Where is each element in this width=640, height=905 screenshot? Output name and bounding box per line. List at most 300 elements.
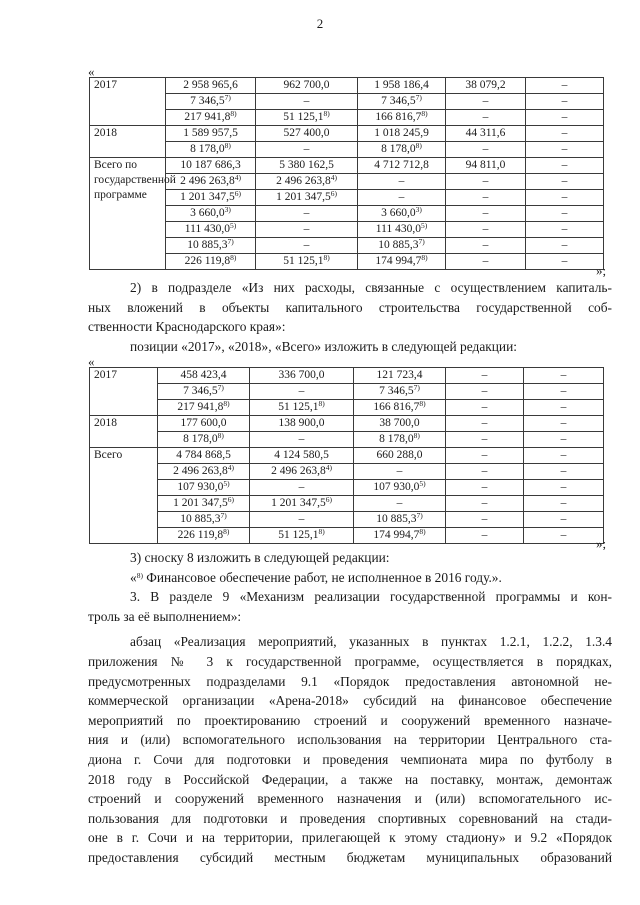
section-line-2: троль за её выполнением»: bbox=[88, 608, 242, 624]
cell-value: 226 119,8 bbox=[184, 255, 231, 267]
cell-value: 4 124 580,5 bbox=[274, 449, 329, 461]
cell-value: 1 958 186,4 bbox=[374, 79, 429, 91]
table-cell bbox=[358, 110, 446, 126]
cell-value: 660 288,0 bbox=[376, 449, 423, 461]
table-cell bbox=[446, 416, 524, 432]
footnote-marker: 6) bbox=[227, 495, 234, 504]
footnote-marker: 8) bbox=[318, 527, 325, 536]
cell-value: 962 700,0 bbox=[283, 79, 330, 91]
footnote-marker: 5) bbox=[229, 221, 237, 230]
cell-value: – bbox=[481, 513, 488, 525]
cell-value: 4 784 868,5 bbox=[176, 449, 231, 461]
table-cell bbox=[158, 432, 250, 448]
table-cell bbox=[250, 400, 354, 416]
row-label: 2017 bbox=[90, 78, 166, 126]
table-cell bbox=[524, 464, 604, 480]
table-cell bbox=[446, 94, 526, 110]
footnote-marker: 5) bbox=[223, 479, 230, 488]
cell-value: 51 125,1 bbox=[278, 529, 319, 541]
footnote-intro: 3) сноску 8 изложить в следующей редакции: bbox=[130, 550, 390, 565]
cell-value: 8 178,0 bbox=[379, 433, 414, 445]
table-cell bbox=[526, 222, 604, 238]
table-row bbox=[90, 384, 604, 400]
table-row bbox=[90, 480, 604, 496]
footnote-marker: 8) bbox=[419, 527, 426, 536]
cell-value: 10 187 686,3 bbox=[180, 159, 241, 171]
table-cell bbox=[446, 464, 524, 480]
table-cell bbox=[446, 222, 526, 238]
paragraph bbox=[88, 632, 612, 867]
cell-value: 2 496 263,8 bbox=[271, 465, 326, 477]
table-cell bbox=[158, 512, 250, 528]
footnote-marker: 5) bbox=[419, 479, 426, 488]
footnote-line bbox=[88, 568, 612, 588]
footnote-quote: « bbox=[130, 569, 137, 585]
table-cell bbox=[526, 110, 604, 126]
table-cell bbox=[526, 78, 604, 94]
cell-value: 8 178,0 bbox=[183, 433, 218, 445]
footnote-marker: 8) bbox=[421, 253, 428, 262]
table-cell bbox=[526, 254, 604, 270]
table-cell bbox=[166, 238, 256, 254]
cell-value: 10 885,3 bbox=[378, 239, 419, 251]
table2 bbox=[89, 367, 604, 544]
cell-value: 166 816,7 bbox=[373, 401, 420, 413]
cell-value: – bbox=[560, 481, 567, 493]
cell-value: – bbox=[561, 255, 568, 267]
cell-value: – bbox=[482, 239, 489, 251]
footnote-marker: 4) bbox=[330, 173, 337, 182]
table-row bbox=[90, 206, 604, 222]
footnote-marker: 8) bbox=[230, 253, 237, 262]
table1-quote-close: »; bbox=[596, 263, 607, 278]
table-cell bbox=[158, 464, 250, 480]
footnote-marker: 8) bbox=[224, 141, 231, 150]
cell-value: – bbox=[561, 127, 568, 139]
cell-value: 8 178,0 bbox=[190, 143, 225, 155]
table-cell bbox=[256, 78, 358, 94]
cell-value: – bbox=[561, 223, 568, 235]
footnote-marker: 8) bbox=[217, 431, 224, 440]
table-cell bbox=[446, 190, 526, 206]
text1-line-1: 2) в подразделе «Из них расходы, связанные с осуществлением капиталь- bbox=[130, 280, 612, 295]
table-cell bbox=[524, 528, 604, 544]
footnote-marker: 8) bbox=[136, 570, 143, 580]
footnote-marker: 4) bbox=[234, 173, 241, 182]
cell-value: – bbox=[396, 465, 403, 477]
table-cell bbox=[526, 238, 604, 254]
table-cell bbox=[526, 190, 604, 206]
table-cell bbox=[158, 400, 250, 416]
table-cell bbox=[526, 158, 604, 174]
footnote-marker: 3) bbox=[415, 205, 422, 214]
table-cell bbox=[256, 94, 358, 110]
paragraph-line: оне в г. Сочи и на территории, прилегающей к этому стадиону» и 9.2 «Порядок bbox=[88, 830, 612, 846]
cell-value: 111 430,0 bbox=[375, 223, 421, 235]
table-cell bbox=[256, 190, 358, 206]
table-cell bbox=[524, 432, 604, 448]
footnote-marker: 8) bbox=[323, 253, 330, 262]
cell-value: – bbox=[481, 465, 488, 477]
table-cell bbox=[524, 400, 604, 416]
table-cell bbox=[446, 78, 526, 94]
footnote-marker: 8) bbox=[323, 109, 330, 118]
cell-value: 51 125,1 bbox=[283, 111, 324, 123]
footnote-marker: 8) bbox=[419, 399, 426, 408]
table-row bbox=[90, 126, 604, 142]
cell-value: – bbox=[561, 239, 568, 251]
table-cell bbox=[158, 368, 250, 384]
cell-value: – bbox=[482, 175, 489, 187]
table-row bbox=[90, 78, 604, 94]
table-row bbox=[90, 110, 604, 126]
table-cell bbox=[166, 126, 256, 142]
cell-value: – bbox=[560, 385, 567, 397]
table-cell bbox=[250, 464, 354, 480]
table-cell bbox=[446, 142, 526, 158]
cell-value: – bbox=[560, 433, 567, 445]
cell-value: 111 430,0 bbox=[184, 223, 230, 235]
cell-value: 1 201 347,5 bbox=[271, 497, 326, 509]
footnote-marker: 6) bbox=[330, 189, 337, 198]
footnote-marker: 7) bbox=[217, 383, 224, 392]
footnote-marker: 8) bbox=[230, 109, 237, 118]
cell-value: 38 700,0 bbox=[379, 417, 420, 429]
cell-value: 336 700,0 bbox=[278, 369, 325, 381]
table1 bbox=[89, 77, 604, 270]
table-cell bbox=[524, 368, 604, 384]
cell-value: – bbox=[298, 385, 305, 397]
cell-value: 107 930,0 bbox=[177, 481, 224, 493]
footnote-marker: 6) bbox=[234, 189, 241, 198]
cell-value: 51 125,1 bbox=[283, 255, 324, 267]
table-row bbox=[90, 448, 604, 464]
cell-value: – bbox=[482, 255, 489, 267]
cell-value: – bbox=[298, 481, 305, 493]
cell-value: – bbox=[560, 465, 567, 477]
table-cell bbox=[354, 416, 446, 432]
paragraph-line: строений и сооружений временного назначения и (или) вспомогательного ис- bbox=[88, 791, 612, 807]
footnote-marker: 3) bbox=[224, 205, 231, 214]
cell-value: 138 900,0 bbox=[278, 417, 325, 429]
footnote-marker: 7) bbox=[418, 237, 425, 246]
table-cell bbox=[446, 432, 524, 448]
cell-value: 166 816,7 bbox=[375, 111, 422, 123]
table-cell bbox=[354, 496, 446, 512]
cell-value: 177 600,0 bbox=[180, 417, 227, 429]
cell-value: 3 660,0 bbox=[190, 207, 225, 219]
cell-value: – bbox=[482, 207, 489, 219]
table-cell bbox=[358, 174, 446, 190]
table-cell bbox=[158, 480, 250, 496]
cell-value: – bbox=[303, 207, 310, 219]
cell-value: 458 423,4 bbox=[180, 369, 227, 381]
cell-value: 7 346,5 bbox=[381, 95, 416, 107]
cell-value: – bbox=[398, 175, 405, 187]
cell-value: 3 660,0 bbox=[381, 207, 416, 219]
table-cell bbox=[256, 110, 358, 126]
cell-value: 121 723,4 bbox=[376, 369, 423, 381]
footnote-marker: 7) bbox=[413, 383, 420, 392]
cell-value: – bbox=[561, 143, 568, 155]
cell-value: – bbox=[560, 401, 567, 413]
cell-value: – bbox=[482, 143, 489, 155]
footnote-marker: 7) bbox=[220, 511, 227, 520]
table-cell bbox=[166, 110, 256, 126]
table-cell bbox=[166, 158, 256, 174]
paragraph-line: коммерческой организации «Арена-2018» субсидий на финансовое обеспечение bbox=[88, 693, 612, 709]
footnote-marker: 8) bbox=[415, 141, 422, 150]
table-cell bbox=[446, 158, 526, 174]
table-cell bbox=[446, 480, 524, 496]
paragraph-line: 2018 году в Российской Федерации, а также на поставку, монтаж, демонтаж bbox=[88, 771, 612, 787]
table-cell bbox=[526, 142, 604, 158]
table-cell bbox=[524, 496, 604, 512]
cell-value: – bbox=[481, 401, 488, 413]
cell-value: 2 496 263,8 bbox=[180, 175, 235, 187]
table-cell bbox=[526, 126, 604, 142]
table-cell bbox=[354, 464, 446, 480]
table-cell bbox=[358, 222, 446, 238]
row-label: Всего bbox=[90, 448, 158, 544]
table-cell bbox=[166, 142, 256, 158]
cell-value: – bbox=[481, 369, 488, 381]
cell-value: 2 958 965,6 bbox=[183, 79, 238, 91]
cell-value: – bbox=[560, 417, 567, 429]
table-cell bbox=[250, 512, 354, 528]
table-cell bbox=[354, 528, 446, 544]
table-row bbox=[90, 158, 604, 174]
cell-value: – bbox=[561, 79, 568, 91]
cell-value: 10 885,3 bbox=[180, 513, 221, 525]
table-cell bbox=[446, 238, 526, 254]
row-label: 2017 bbox=[90, 368, 158, 416]
cell-value: 1 201 347,5 bbox=[173, 497, 228, 509]
cell-value: 7 346,5 bbox=[183, 385, 218, 397]
row-label: 2018 bbox=[90, 126, 166, 158]
table-cell bbox=[524, 416, 604, 432]
cell-value: 7 346,5 bbox=[379, 385, 414, 397]
table-cell bbox=[446, 384, 524, 400]
text1-line-2: ных вложений в объекты капитального строительства государственной соб- bbox=[88, 299, 612, 315]
table2-quote-close: »; bbox=[596, 536, 607, 551]
cell-value: – bbox=[561, 191, 568, 203]
table-cell bbox=[524, 384, 604, 400]
table-cell bbox=[446, 254, 526, 270]
table-cell bbox=[250, 416, 354, 432]
cell-value: – bbox=[560, 529, 567, 541]
cell-value: – bbox=[560, 513, 567, 525]
table-cell bbox=[354, 480, 446, 496]
table-cell bbox=[166, 94, 256, 110]
paragraph-line: диона г. Сочи для подготовки и проведения чемпионата мира по футболу в bbox=[88, 751, 612, 767]
table-cell bbox=[524, 448, 604, 464]
table-cell bbox=[526, 174, 604, 190]
table-cell bbox=[256, 206, 358, 222]
table-row bbox=[90, 142, 604, 158]
table-row bbox=[90, 94, 604, 110]
footnote-marker: 7) bbox=[227, 237, 234, 246]
cell-value: – bbox=[560, 369, 567, 381]
footnote-marker: 5) bbox=[420, 221, 428, 230]
cell-value: – bbox=[561, 175, 568, 187]
table-cell bbox=[256, 174, 358, 190]
table-cell bbox=[256, 158, 358, 174]
cell-value: 2 496 263,8 bbox=[276, 175, 331, 187]
table-cell bbox=[256, 238, 358, 254]
positions-line: позиции «2017», «2018», «Всего» изложить в следующей редакции: bbox=[130, 338, 517, 354]
table-cell bbox=[250, 368, 354, 384]
table-cell bbox=[358, 94, 446, 110]
table-cell bbox=[354, 512, 446, 528]
table-cell bbox=[354, 400, 446, 416]
table-cell bbox=[166, 174, 256, 190]
cell-value: 226 119,8 bbox=[177, 529, 224, 541]
table-cell bbox=[166, 190, 256, 206]
page-number: 2 bbox=[316, 16, 324, 31]
table-cell bbox=[158, 496, 250, 512]
table-row bbox=[90, 238, 604, 254]
cell-value: 174 994,7 bbox=[373, 529, 420, 541]
table-cell bbox=[166, 222, 256, 238]
cell-value: 5 380 162,5 bbox=[279, 159, 334, 171]
table-row bbox=[90, 512, 604, 528]
table-cell bbox=[256, 126, 358, 142]
paragraph-line: ния и (или) вспомогательного использования на территории Центрального ста- bbox=[88, 732, 612, 748]
footnote-marker: 8) bbox=[223, 399, 230, 408]
cell-value: – bbox=[396, 497, 403, 509]
table1-quote-open: « bbox=[88, 64, 95, 79]
table-cell bbox=[256, 254, 358, 270]
table-row bbox=[90, 254, 604, 270]
cell-value: 2 496 263,8 bbox=[173, 465, 228, 477]
cell-value: 94 811,0 bbox=[465, 159, 506, 171]
table-cell bbox=[358, 254, 446, 270]
cell-value: – bbox=[560, 497, 567, 509]
paragraph-line: приложения № 3 к государственной программе, осуществляется в порядках, bbox=[88, 653, 612, 669]
paragraph-line: абзац «Реализация мероприятий, указанных в пунктах 1.2.1, 1.2.2, 1.3.4 bbox=[130, 634, 612, 650]
table-row bbox=[90, 222, 604, 238]
footnote-marker: 6) bbox=[325, 495, 332, 504]
table-row bbox=[90, 416, 604, 432]
table-cell bbox=[358, 190, 446, 206]
cell-value: – bbox=[482, 191, 489, 203]
cell-value: – bbox=[481, 417, 488, 429]
row-label: Всего по государственной программе bbox=[90, 158, 166, 270]
footnote-marker: 7) bbox=[224, 93, 231, 102]
cell-value: – bbox=[561, 111, 568, 123]
table-cell bbox=[358, 78, 446, 94]
cell-value: – bbox=[398, 191, 405, 203]
cell-value: – bbox=[482, 95, 489, 107]
cell-value: – bbox=[481, 385, 488, 397]
cell-value: 527 400,0 bbox=[283, 127, 330, 139]
cell-value: – bbox=[481, 529, 488, 541]
cell-value: – bbox=[303, 95, 310, 107]
cell-value: – bbox=[303, 223, 310, 235]
table-cell bbox=[256, 142, 358, 158]
table-cell bbox=[250, 384, 354, 400]
cell-value: 217 941,8 bbox=[184, 111, 231, 123]
table-cell bbox=[354, 368, 446, 384]
cell-value: – bbox=[481, 497, 488, 509]
cell-value: 4 712 712,8 bbox=[374, 159, 429, 171]
section-line-1: 3. В разделе 9 «Механизм реализации государственной программы и кон- bbox=[130, 589, 612, 605]
table-cell bbox=[358, 126, 446, 142]
cell-value: 51 125,1 bbox=[278, 401, 319, 413]
cell-value: 174 994,7 bbox=[375, 255, 422, 267]
paragraph-line: пользования для подготовки и проведения спортивных соревнований на стади- bbox=[88, 810, 612, 826]
cell-value: – bbox=[482, 111, 489, 123]
cell-value: – bbox=[561, 95, 568, 107]
table-cell bbox=[250, 480, 354, 496]
table-cell bbox=[158, 384, 250, 400]
cell-value: – bbox=[481, 433, 488, 445]
footnote-marker: 8) bbox=[413, 431, 420, 440]
cell-value: 1 018 245,9 bbox=[374, 127, 429, 139]
row-label: 2018 bbox=[90, 416, 158, 448]
table-cell bbox=[354, 448, 446, 464]
table-cell bbox=[358, 158, 446, 174]
footnote-marker: 8) bbox=[223, 527, 230, 536]
footnote-marker: 7) bbox=[416, 511, 423, 520]
table-cell bbox=[446, 400, 524, 416]
footnote-marker: 4) bbox=[325, 463, 332, 472]
cell-value: 8 178,0 bbox=[381, 143, 416, 155]
footnote-marker: 4) bbox=[227, 463, 234, 472]
table-cell bbox=[358, 142, 446, 158]
cell-value: – bbox=[298, 433, 305, 445]
cell-value: – bbox=[482, 223, 489, 235]
paragraph-line: предоставления субсидий местным бюджетам муниципальных образований bbox=[88, 849, 612, 865]
cell-value: – bbox=[481, 449, 488, 461]
cell-value: 1 201 347,5 bbox=[180, 191, 235, 203]
table-cell bbox=[446, 368, 524, 384]
cell-value: 10 885,3 bbox=[187, 239, 228, 251]
table-cell bbox=[250, 528, 354, 544]
table-cell bbox=[354, 432, 446, 448]
table-cell bbox=[250, 448, 354, 464]
table-cell bbox=[446, 126, 526, 142]
cell-value: 44 311,6 bbox=[465, 127, 506, 139]
table-cell bbox=[524, 480, 604, 496]
cell-value: 107 930,0 bbox=[373, 481, 420, 493]
table-cell bbox=[446, 206, 526, 222]
cell-value: – bbox=[303, 143, 310, 155]
table-cell bbox=[446, 528, 524, 544]
table-cell bbox=[158, 416, 250, 432]
cell-value: 1 201 347,5 bbox=[276, 191, 331, 203]
cell-value: – bbox=[561, 207, 568, 219]
table-row bbox=[90, 528, 604, 544]
table-cell bbox=[158, 448, 250, 464]
table-cell bbox=[446, 448, 524, 464]
table-row bbox=[90, 464, 604, 480]
cell-value: – bbox=[298, 513, 305, 525]
table-cell bbox=[158, 528, 250, 544]
cell-value: – bbox=[303, 239, 310, 251]
cell-value: 217 941,8 bbox=[177, 401, 224, 413]
cell-value: – bbox=[481, 481, 488, 493]
table-cell bbox=[166, 78, 256, 94]
table-cell bbox=[256, 222, 358, 238]
cell-value: 38 079,2 bbox=[465, 79, 506, 91]
table-cell bbox=[358, 206, 446, 222]
table-row bbox=[90, 368, 604, 384]
table-row bbox=[90, 496, 604, 512]
footnote-marker: 8) bbox=[318, 399, 325, 408]
table-cell bbox=[354, 384, 446, 400]
